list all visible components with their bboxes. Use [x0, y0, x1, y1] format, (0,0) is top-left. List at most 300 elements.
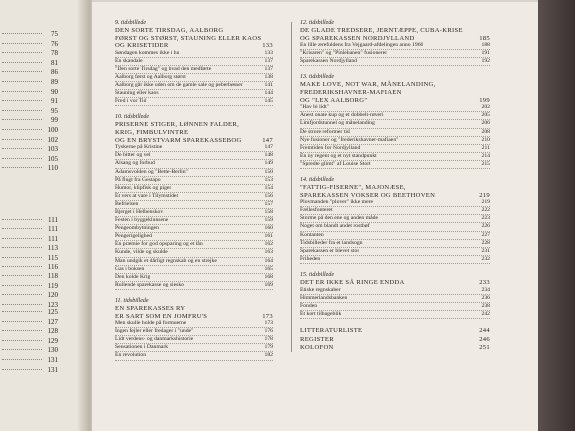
entry-page: 188: [481, 42, 490, 49]
dot-leader: [2, 247, 42, 248]
toc-entry: [115, 352, 273, 360]
left-page-number-row: [2, 116, 64, 125]
section-heading: [300, 327, 490, 335]
entry-title: Pengerigelighed: [115, 233, 152, 240]
heading-line: [115, 121, 273, 129]
heading-text: FREDERIKSHAVNER-MAFIAEN: [300, 89, 402, 97]
entry-page: 179: [264, 344, 273, 351]
section-heading: [115, 27, 273, 50]
dot-leader: [2, 321, 42, 322]
left-page-number-row: [2, 263, 64, 272]
entry-page: 165: [264, 265, 273, 272]
dot-leader: [2, 228, 42, 229]
heading-text: SPAREKASSEN VOKSER OG BEETHOVEN: [300, 191, 436, 199]
dot-leader: [2, 100, 42, 101]
dot-leader: [2, 158, 42, 159]
left-page-number-row: [2, 40, 64, 49]
entry-title: Sparekassen er blevet stor: [300, 247, 360, 254]
section-label: 13. tidsbillede: [300, 74, 334, 81]
heading-line: [300, 184, 490, 192]
heading-text: LITTERATURLISTE: [300, 326, 363, 334]
entry-page: 147: [264, 144, 273, 151]
entry-title: De bitter og vel: [115, 152, 151, 159]
dot-leader: [2, 275, 42, 276]
entry-title: Aalborg går ikke uden om de gamle sale og peberbøsser: [115, 82, 243, 89]
section-heading: [115, 305, 273, 320]
toc-entry: [115, 144, 273, 152]
entry-title: På flugt fra Gestapo: [115, 176, 161, 183]
entry-title: Limfjordstunnel og månelanding: [300, 120, 375, 127]
toc-entry: [115, 90, 273, 98]
heading-text: EN SPAREKASSES RY: [115, 304, 186, 312]
left-page-number-row: [2, 107, 64, 116]
toc-entry: [300, 287, 490, 295]
toc-entry: [300, 42, 490, 50]
entry-title: Alsang og forbud: [115, 160, 155, 167]
toc-entry: [300, 199, 490, 207]
toc-entry: [300, 303, 490, 311]
entry-page: 222: [481, 207, 490, 214]
toc-entry: [115, 152, 273, 160]
toc-entry: [300, 223, 490, 231]
toc-entry: [115, 82, 273, 90]
toc-entry: [115, 193, 273, 201]
toc-entry: [300, 295, 490, 303]
toc-section: [115, 298, 273, 361]
toc-section: [300, 272, 490, 319]
heading-line: [300, 89, 490, 97]
dot-leader: [2, 294, 42, 295]
toc-entry: [115, 201, 273, 209]
left-page-number-row: [2, 59, 64, 68]
left-page-number-row: [2, 88, 64, 97]
entry-page: 144: [264, 90, 273, 97]
entry-title: Fremtiden for Nordjylland: [300, 144, 361, 151]
entry-title: Kunde, vilde og skulde: [115, 249, 168, 256]
entry-page: 160: [264, 225, 273, 232]
heading-text: PRISERNE STIGER, LØNNEN FALDER,: [115, 121, 240, 129]
dot-leader: [2, 43, 42, 44]
entry-title: Søndagen kommes ikke i hu: [115, 49, 180, 56]
entry-title: Sparekassen Nordjylland: [300, 58, 358, 65]
page-number: 99: [51, 116, 58, 125]
heading-page: 244: [479, 326, 490, 334]
entry-page: 202: [481, 104, 490, 111]
entry-title: "Den sorte Tirsdag" og hvad den medførte: [115, 65, 212, 72]
left-page-number-row: [2, 155, 64, 164]
left-page-number-row: [2, 49, 64, 58]
entry-title: Man undgik et dårligt regnskab og en strejke: [115, 257, 217, 264]
heading-page: 173: [262, 312, 273, 320]
heading-text: KRIG, FIMBULVINTRE: [115, 129, 189, 137]
toc-entry: [115, 225, 273, 233]
toc-entry: [300, 215, 490, 223]
toc-entry: [300, 58, 490, 66]
entry-page: 163: [264, 249, 273, 256]
entry-page: 206: [481, 120, 490, 127]
heading-line: [115, 137, 273, 145]
entry-title: En ny regent og et nyt standpunkt: [300, 152, 377, 159]
entry-page: 231: [481, 247, 490, 254]
heading-line: [115, 42, 273, 50]
heading-line: [300, 81, 490, 89]
dot-leader: [2, 311, 42, 312]
entry-page: 153: [264, 176, 273, 183]
entry-title: Festen i byggeklunsene: [115, 217, 169, 224]
entry-title: Etiske regnskaber: [300, 286, 341, 293]
toc-section: [300, 327, 490, 335]
entry-title: Lidt verdens- og danmarkshistorie: [115, 336, 194, 343]
toc-column-right: [300, 20, 490, 353]
entry-page: 219: [481, 199, 490, 206]
left-page-number-row: [2, 291, 64, 300]
entry-title: En revolution: [115, 352, 147, 359]
entry-page: 138: [264, 74, 273, 81]
section-label: 15. tidsbillede: [300, 271, 334, 278]
page-number: 116: [47, 263, 58, 271]
page-number: 91: [51, 97, 58, 106]
left-page-number-row: [2, 337, 64, 346]
dot-leader: [2, 81, 42, 82]
entry-title: Kontanten: [300, 231, 324, 238]
entry-page: 159: [264, 217, 273, 224]
toc-entry: [115, 50, 273, 58]
heading-text: REGISTER: [300, 335, 334, 343]
heading-page: 185: [479, 34, 490, 42]
toc-entry: [300, 137, 490, 145]
toc-section: [115, 20, 273, 106]
heading-line: [115, 305, 273, 313]
section-heading: [300, 27, 490, 42]
page-number: 78: [51, 49, 58, 58]
page-number: 111: [48, 234, 58, 243]
entry-title: Friheden: [300, 255, 321, 262]
entry-title: "Krisaren" og "Pinlebanen" fusionerer: [300, 50, 388, 57]
section-label: 9. tidsbillede: [115, 20, 146, 26]
toc-entry: [115, 328, 273, 336]
entry-title: De strore reformer tid: [300, 128, 350, 135]
entry-title: Adamsvolden og "Bette-Berlin": [115, 168, 188, 175]
left-page-number-row: [2, 254, 64, 263]
entry-title: Et kort tilbageblik: [300, 310, 342, 317]
entry-page: 238: [481, 302, 490, 309]
left-page-number-row: [2, 164, 64, 173]
heading-text: KOLOFON: [300, 344, 334, 352]
entry-title: Storme på den ene og anden måde: [300, 215, 379, 222]
entry-title: Fællesfonteret: [300, 207, 333, 214]
heading-line: [300, 27, 490, 35]
entry-title: Noget om blandt andet rostbøf: [300, 223, 370, 230]
section-label: 12. tidsbillede: [300, 20, 334, 26]
page-number: 86: [51, 68, 58, 77]
heading-line: [300, 97, 490, 105]
entry-title: Aalborg først og Aalborg størst: [115, 74, 186, 81]
dot-leader: [2, 369, 42, 370]
entry-page: 156: [264, 192, 273, 199]
entry-page: 205: [481, 112, 490, 119]
toc-entry: [300, 120, 490, 128]
dot-leader: [2, 219, 42, 220]
dot-leader: [2, 139, 42, 140]
toc-entry: [115, 74, 273, 82]
entry-page: 137: [264, 65, 273, 72]
entry-page: 154: [264, 184, 273, 191]
heading-line: [300, 279, 490, 287]
heading-line: [300, 192, 490, 200]
page-number: 131: [47, 356, 58, 364]
toc-entry: [300, 153, 490, 161]
entry-page: 214: [481, 152, 490, 159]
heading-text: OG SPAREKASSEN NORDJYLLAND: [300, 34, 415, 42]
left-page-number-row: [2, 244, 64, 253]
left-page-number-row: [2, 78, 64, 87]
toc-entry: [115, 169, 273, 177]
left-page: [0, 0, 88, 431]
entry-title: En præmie for god opsparing og et lån: [115, 241, 203, 248]
left-page-number-row: [2, 308, 64, 317]
dot-leader: [2, 266, 42, 267]
dot-leader: [2, 148, 42, 149]
entry-page: 149: [264, 160, 273, 167]
page-number: 125: [47, 308, 58, 316]
entry-title: Sensationen i Danmark: [115, 344, 169, 351]
entry-title: En lille ærefuldens fra Vejgaard-afdelingen anno 1966: [300, 42, 424, 49]
heading-page: 219: [479, 191, 490, 199]
page-number: 118: [47, 272, 58, 281]
heading-page: 251: [479, 344, 490, 352]
dot-leader: [2, 71, 42, 72]
page-number: 129: [47, 336, 58, 345]
entry-page: 223: [481, 215, 490, 222]
heading-line: [300, 344, 490, 352]
background-edge: [538, 0, 575, 431]
entry-title: Himmerlandsbanken: [300, 294, 348, 301]
toc-entry: [300, 104, 490, 112]
toc-entry: [115, 320, 273, 328]
heading-page: 233: [479, 278, 490, 286]
entry-page: 157: [264, 200, 273, 207]
entry-page: 161: [264, 233, 273, 240]
heading-page: 246: [479, 335, 490, 343]
entry-title: Nye fusioner og "frederikshavner-mafiaen": [300, 136, 399, 143]
entry-title: Stauning eller kaos: [115, 90, 159, 97]
toc-section: [115, 114, 273, 289]
heading-line: [300, 336, 490, 344]
column-divider: [291, 22, 292, 352]
page-number: 102: [47, 135, 58, 144]
entry-page: 162: [264, 241, 273, 248]
heading-text: "FATTIG-FISERNE", MAJONÆSE,: [300, 184, 406, 191]
page-number: 127: [47, 317, 58, 326]
toc-entry: [115, 336, 273, 344]
entry-title: Pengeombytningen: [115, 225, 159, 232]
entry-title: Anest onate kup og et dobbelt-røveri: [300, 112, 384, 119]
dot-leader: [2, 330, 42, 331]
left-page-number-row: [2, 272, 64, 281]
entry-title: Den kolde Krig: [115, 273, 151, 280]
section-heading: [300, 336, 490, 344]
page-number: 119: [47, 281, 58, 290]
page-number: 123: [47, 300, 58, 309]
toc-section: [300, 177, 490, 264]
entry-page: 178: [264, 336, 273, 343]
entry-title: Fred i vor Tid: [115, 98, 147, 105]
entry-page: 158: [264, 208, 273, 215]
section-label: 14. tidsbillede: [300, 177, 334, 183]
entry-title: En skandale: [115, 57, 143, 64]
entry-title: Humor, klipfisk og piger: [115, 184, 172, 191]
entry-page: 137: [264, 57, 273, 64]
heading-text: DEN SORTE TIRSDAG, AALBORG: [115, 27, 224, 34]
heading-page: 147: [262, 136, 273, 144]
dot-leader: [2, 91, 42, 92]
dot-leader: [2, 52, 42, 53]
entry-title: "Spredte glimt" af Louise Stort: [300, 160, 371, 167]
page-number: 89: [51, 78, 58, 86]
left-page-number-row: [2, 216, 64, 225]
dot-leader: [2, 257, 42, 258]
page-number: 75: [51, 30, 58, 38]
left-page-number-row: [2, 366, 64, 375]
toc-entry: [115, 217, 273, 225]
toc-entry: [115, 185, 273, 193]
heading-line: [115, 313, 273, 321]
entry-page: 182: [264, 352, 273, 359]
left-page-number-row: [2, 225, 64, 234]
entry-page: 133: [264, 49, 273, 56]
dot-leader: [2, 167, 42, 168]
section-heading: [300, 81, 490, 104]
heading-line: [300, 35, 490, 43]
left-page-number-row: [2, 126, 64, 135]
dot-leader: [2, 33, 42, 34]
heading-line: [300, 327, 490, 335]
left-page-number-row: [2, 327, 64, 336]
toc-entry: [115, 266, 273, 274]
dot-leader: [2, 62, 42, 63]
toc-entry: [300, 145, 490, 153]
section-heading: [300, 344, 490, 352]
dot-leader: [2, 110, 42, 111]
entry-title: Fonden: [300, 302, 318, 309]
entry-title: Gas i boksen: [115, 265, 145, 272]
page-number: 130: [47, 346, 58, 355]
page-number: 103: [47, 145, 58, 154]
heading-line: [115, 35, 273, 43]
entry-page: 234: [481, 286, 490, 293]
heading-text: ER SART SOM EN JOMFRU'S: [115, 312, 208, 320]
entry-page: 148: [264, 152, 273, 159]
left-page-number-row: [2, 145, 64, 154]
dot-leader: [2, 349, 42, 350]
entry-title: Men skulle holde på formuerne: [115, 320, 187, 327]
toc-entry: [300, 311, 490, 319]
entry-page: 208: [481, 128, 490, 135]
entry-page: 173: [264, 320, 273, 327]
page-number: 128: [47, 327, 58, 336]
left-page-number-row: [2, 346, 64, 355]
page-number: 95: [51, 106, 58, 115]
toc-entry: [300, 129, 490, 137]
entry-page: 227: [481, 231, 490, 238]
left-page-number-row: [2, 356, 64, 365]
page-number: 131: [47, 365, 58, 374]
heading-line: [115, 27, 273, 35]
entry-title: Et vers at vare i Tilymstidet: [115, 192, 179, 199]
heading-text: MAKE LOVE, NOT WAR, MÅNELANDING,: [300, 81, 436, 89]
entry-page: 210: [481, 136, 490, 143]
toc-entry: [115, 274, 273, 282]
section-heading: [115, 121, 273, 144]
toc-section: [300, 336, 490, 344]
left-page-number-row: [2, 97, 64, 106]
entry-title: Ingen fejler eller fredager i "unde": [115, 328, 194, 335]
heading-line: [115, 129, 273, 137]
entry-page: 141: [264, 82, 273, 89]
dot-leader: [2, 304, 42, 305]
left-page-number-row: [2, 318, 64, 327]
page-number: 113: [47, 244, 58, 253]
page-number: 120: [47, 291, 58, 300]
entry-title: Befrielsen: [115, 200, 139, 207]
left-page-number-row: [2, 235, 64, 244]
toc-entry: [300, 232, 490, 240]
toc-entry: [300, 240, 490, 248]
toc-entry: [115, 209, 273, 217]
dot-leader: [2, 359, 42, 360]
entry-page: 236: [481, 294, 490, 301]
entry-page: 191: [481, 50, 490, 57]
page-number: 100: [47, 126, 58, 134]
toc-entry: [300, 256, 490, 264]
entry-title: Bjerget i Helbenskov: [115, 208, 164, 215]
entry-page: 145: [264, 98, 273, 105]
toc-entry: [300, 248, 490, 256]
toc-entry: [300, 161, 490, 169]
dot-leader: [2, 238, 42, 239]
toc-entry: [300, 50, 490, 58]
dot-leader: [2, 129, 42, 130]
dot-leader: [2, 340, 42, 341]
section-heading: [300, 279, 490, 287]
page-number: 111: [48, 225, 58, 234]
section-label: 11. tidsbillede: [115, 297, 149, 304]
heading-text: OG EN BRYSTVARM SPAREKASSEBOG: [115, 136, 242, 144]
heading-text: OG "LEX AALBORG": [300, 96, 368, 104]
entry-page: 164: [264, 257, 273, 264]
page-number: 115: [47, 253, 58, 262]
toc-column-left: [115, 20, 273, 369]
entry-page: 169: [264, 281, 273, 288]
toc-section: [300, 74, 490, 169]
page-number: 105: [47, 154, 58, 163]
page-number: 111: [48, 216, 58, 224]
entry-title: "Hav bi lidt": [300, 104, 329, 111]
toc-entry: [300, 207, 490, 215]
page-top-edge: [92, 0, 538, 2]
entry-page: 215: [481, 160, 490, 167]
toc-entry: [115, 241, 273, 249]
toc-entry: [115, 160, 273, 168]
toc-entry: [115, 258, 273, 266]
heading-text: DE GLADE TREDSERE, JERNTÆPPE, CUBA-KRISE: [300, 27, 463, 34]
entry-title: Plovmanden "plover" ikke mere: [300, 199, 374, 206]
section-heading: [300, 184, 490, 199]
entry-page: 176: [264, 328, 273, 335]
toc-entry: [300, 112, 490, 120]
left-page-number-row: [2, 136, 64, 145]
left-page-number-row: [2, 68, 64, 77]
